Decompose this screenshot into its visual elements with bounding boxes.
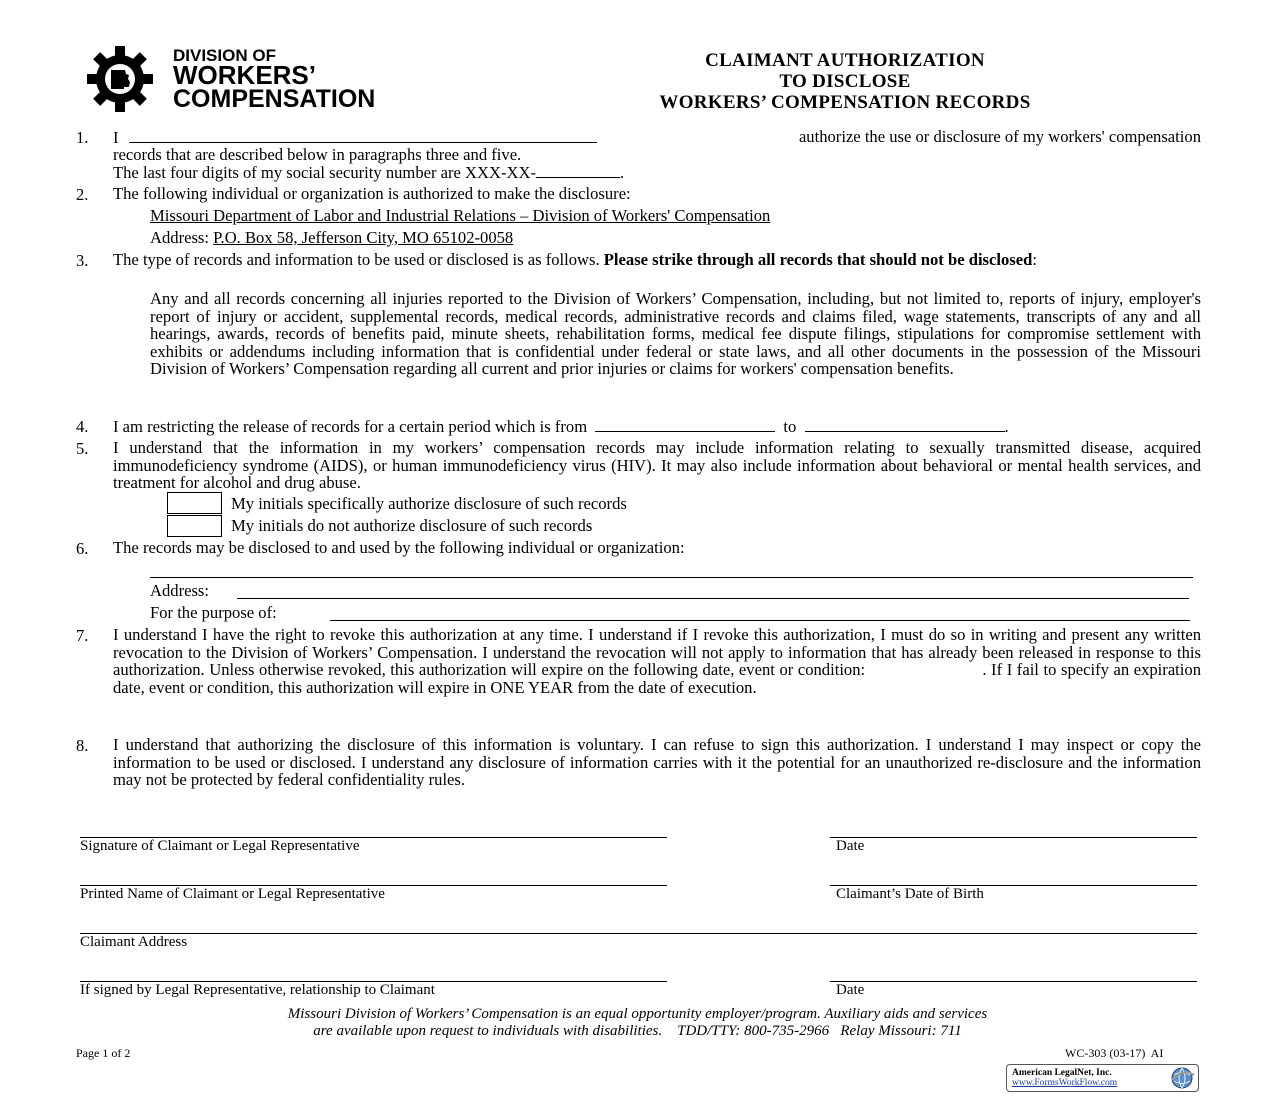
expiration-field[interactable] <box>870 663 978 675</box>
item1-text-2: records that are described below in paragraphs three and five. <box>113 145 522 164</box>
claimant-address-label: Claimant Address <box>80 934 188 950</box>
item3-instruction: Please strike through all records that should not be disclosed <box>603 250 1033 269</box>
item2-text: The following individual or organization is authorized to make the disclosure: <box>113 184 631 203</box>
logo-line3: COMPENSATION <box>173 85 376 113</box>
item3-colon: : <box>1032 250 1037 269</box>
item-number-4: 4. <box>76 417 89 436</box>
not-authorize-initials-box[interactable] <box>167 515 222 537</box>
date-field-2[interactable] <box>830 981 1197 982</box>
date-field-1[interactable] <box>830 837 1197 838</box>
recipient-name-field[interactable] <box>150 577 1193 578</box>
item-number-2: 2. <box>76 185 89 204</box>
claimant-name-field[interactable] <box>129 128 597 143</box>
item7-text-2: . If I fail to specify an expiration date, event or condition, this authorization will expire in ONE YEAR from the date of execution. <box>113 660 1202 697</box>
item8-text: I understand that authorizing the disclosure of this information is voluntary. I can refuse to sign this authorization. I understand I may inspect or copy the information to be used or disclosed. I understand any disclosure of information carries with it the potential for an unauthorized re-disclosure and the information may not be protected by federal confidentiality rules. <box>113 735 1201 790</box>
recipient-address-label: Address: <box>150 581 209 600</box>
relationship-label: If signed by Legal Representative, relationship to Claimant <box>80 982 435 998</box>
authorize-initials-box[interactable] <box>167 492 222 514</box>
date-label-2: Date <box>836 982 865 998</box>
printed-name-label: Printed Name of Claimant or Legal Representative <box>80 886 385 902</box>
item-number-7: 7. <box>76 626 89 645</box>
not-authorize-option-label: My initials do not authorize disclosure of such records <box>231 516 593 535</box>
logo-line1: DIVISION OF <box>173 46 276 65</box>
period-to-field[interactable] <box>805 417 1005 432</box>
eo-line1: Missouri Division of Workers’ Compensation is an equal opportunity employer/program. Auxiliary aids and services <box>287 1006 988 1022</box>
vendor-name: American LegalNet, Inc. <box>1012 1068 1112 1078</box>
vendor-link[interactable]: www.FormsWorkFlow.com <box>1012 1078 1118 1088</box>
item3-text: The type of records and information to be used or disclosed is as follows. <box>113 250 604 269</box>
disclosing-organization: Missouri Department of Labor and Industrial Relations – Division of Workers' Compensation <box>150 206 771 225</box>
eo-line2: are available upon request to individuals with disabilities. TDD/TTY: 800-735-2966 Relay Missouri: 711 <box>313 1023 962 1039</box>
claimant-address-field[interactable] <box>80 933 1197 934</box>
vendor-badge[interactable] <box>1006 1064 1199 1092</box>
title-line2: TO DISCLOSE <box>779 71 911 92</box>
disclosing-address: P.O. Box 58, Jefferson City, MO 65102-0058 <box>213 228 514 247</box>
signature-label: Signature of Claimant or Legal Representative <box>80 838 360 854</box>
item4-period: . <box>1004 417 1009 436</box>
item1-period: . <box>620 163 625 182</box>
item-number-8: 8. <box>76 736 89 755</box>
item4-text: I am restricting the release of records for a certain period which is from <box>113 417 588 436</box>
authorize-option-label: My initials specifically authorize disclosure of such records <box>231 494 627 513</box>
item1-ssn-label: The last four digits of my social security number are XXX-XX- <box>113 163 537 182</box>
page-number: Page 1 of 2 <box>76 1046 131 1060</box>
purpose-label: For the purpose of: <box>150 603 277 622</box>
globe-icon <box>1169 1066 1195 1090</box>
equal-opportunity-statement <box>80 1006 1195 1040</box>
form-title <box>540 50 1150 113</box>
purpose-field[interactable] <box>330 620 1190 621</box>
date-label-1: Date <box>836 838 865 854</box>
item5-text: I understand that the information in my workers’ compensation records may include information relating to sexually transmitted disease, acquired immunodeficiency syndrome (AIDS), or human immunodeficiency virus (HIV). It may also include information about behavioral or mental health services, and treatment for alcohol and drug abuse. <box>113 438 1201 493</box>
date-of-birth-label: Claimant’s Date of Birth <box>836 886 984 902</box>
item1-text: authorize the use or disclosure of my workers' compensation <box>798 127 1201 146</box>
item7-text: I understand I have the right to revoke this authorization at any time. I understand if I revoke this authorization, I must do so in writing and present any written revocation to the Division of Workers’ Compensation. I understand the revocation will not apply to information that has already been released in response to this authorization. Unless otherwise revoked, this authorization will expire on the following date, event or condition: <box>113 625 1201 680</box>
gear-missouri-icon <box>78 46 166 112</box>
item1-prefix: I <box>113 128 119 147</box>
ssn-last-four-field[interactable] <box>536 163 620 178</box>
records-description: Any and all records concerning all injuries reported to the Division of Workers’ Compensation, including, but not limited to, reports of injury, employer's report of injury or accident, supplemental records, medical records, administrative records and claims filed, wage statements, transcripts of any and all hearings, awards, records of benefits paid, minute sheets, rehabilitation forms, medical fee dispute filings, stipulations for compromise settlement with exhibits or addendums including information that is confidential under federal or state laws, and all other documents in the possession of the Missouri Division of Workers’ Compensation regarding all current and prior injuries or claims for workers' compensation benefits. <box>150 289 1201 379</box>
title-line1: CLAIMANT AUTHORIZATION <box>705 50 985 71</box>
title-line3: WORKERS’ COMPENSATION RECORDS <box>659 92 1031 113</box>
logo-line2: WORKERS’ <box>173 60 316 90</box>
item-number-6: 6. <box>76 539 89 558</box>
period-from-field[interactable] <box>595 417 775 432</box>
recipient-address-field[interactable] <box>237 598 1189 599</box>
division-logo <box>78 46 428 112</box>
item-number-3: 3. <box>76 251 89 270</box>
item6-text: The records may be disclosed to and used by the following individual or organization: <box>113 538 685 557</box>
item2-address-label: Address: <box>150 228 214 247</box>
form-id: WC-303 (03-17) AI <box>1065 1046 1164 1060</box>
item-number-1: 1. <box>76 128 89 147</box>
item4-to: to <box>783 417 797 436</box>
item-number-5: 5. <box>76 439 89 458</box>
